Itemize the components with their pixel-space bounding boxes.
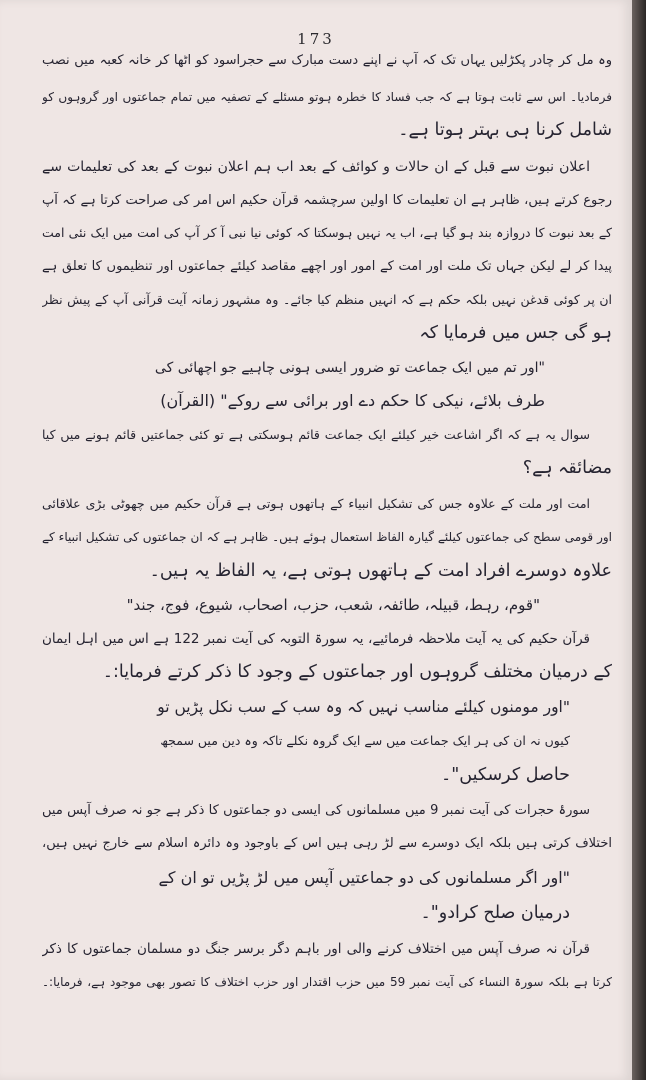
text-line: پیدا کر لے لیکن جہاں تک ملت اور امت کے امور اور اچھے مقاصد کیلئے جماعتوں اور تنظیموں کا تعلق ہے	[42, 259, 612, 274]
text-line: سورۂ حجرات کی آیت نمبر 9 میں مسلمانوں کی ایسی دو جماعتوں کا ذکر ہے جو نہ صرف آپس میں	[42, 803, 590, 818]
text-line: شامل کرنا ہی بہتر ہوتا ہے۔	[398, 120, 612, 140]
quote-line: حاصل کرسکیں"۔	[440, 765, 570, 785]
text-line: فرمادیا۔ اس سے ثابت ہوتا ہے کہ جب فساد کا خطرہ ہوتو مسئلے کے تصفیہ میں تمام جماعتوں اور گروہوں کو	[42, 90, 612, 104]
quote-line: "اور تم میں ایک جماعت تو ضرور ایسی ہونی چاہیے جو اچھائی کی	[154, 360, 545, 376]
text-line: رجوع کرتے ہیں، ظاہر ہے ان تعلیمات کا اولین سرچشمہ قرآن حکیم اس امر کی صراحت کرتا ہے کہ آپ	[42, 193, 612, 208]
text-line: وہ مل کر چادر پکڑلیں یہاں تک کہ آپ نے اپنے دست مبارک سے حجراسود کو اٹھا کر خانہ کعبہ میں نصب	[42, 53, 612, 68]
text-line: اور قومی سطح کی جماعتوں کیلئے گیارہ الفاظ استعمال ہوئے ہیں۔ ظاہر ہے کہ ان جماعتوں کی تشکیل انبیاء کے	[42, 530, 612, 544]
quote-line: "اور مومنوں کیلئے مناسب نہیں کہ وہ سب کے سب نکل پڑیں تو	[157, 698, 570, 716]
quote-line: "قوم، رہط، قبیلہ، طائفہ، شعب، حزب، اصحاب، شیوع، فوج، جند"	[126, 596, 540, 614]
text-line: علاوہ دوسرے افراد امت کے ہاتھوں ہوتی ہے، یہ الفاظ یہ ہیں۔	[149, 561, 612, 581]
text-line: اختلاف کرتی ہیں بلکہ ایک دوسرے سے لڑ رہی ہیں اس کے باوجود وہ دائرہ اسلام سے خارج نہیں ہیں،	[42, 836, 612, 851]
text-line: کے درمیان مختلف گروہوں اور جماعتوں کے وجود کا ذکر کرتے فرمایا:۔	[102, 662, 612, 682]
text-line: مضائقہ ہے؟	[522, 458, 612, 478]
text-line: ان پر کوئی قدغن نہیں بلکہ حکم ہے کہ انہیں منظم کیا جائے۔ وہ مشہور زمانہ آیت قرآنی آپ کے پیش نظر	[42, 292, 612, 307]
text-line: ہو گی جس میں فرمایا کہ	[419, 323, 612, 343]
quote-line: کیوں نہ ان کی ہر ایک جماعت میں سے ایک گروہ نکلے تاکہ وہ دین میں سمجھ	[160, 733, 570, 748]
quote-line: درمیان صلح کرادو"۔	[420, 903, 570, 923]
page-number: 173	[297, 30, 335, 48]
quote-line: "اور اگر مسلمانوں کی دو جماعتیں آپس میں لڑ پڑیں تو ان کے	[158, 868, 570, 887]
text-line: کے بعد نبوت کا دروازہ بند ہو گیا ہے، اب یہ نہیں ہوسکتا کہ کوئی نیا نبی آ کر آپ کی امت میں ایک نئی امت	[42, 225, 612, 240]
book-gutter-edge	[632, 0, 646, 1080]
text-line: سوال یہ ہے کہ اگر اشاعت خیر کیلئے ایک جماعت قائم ہوسکتی ہے تو کئی جماعتیں قائم ہونے میں کیا	[42, 427, 590, 442]
quote-line: طرف بلائے، نیکی کا حکم دے اور برائی سے روکے" (القرآن)	[160, 391, 545, 410]
text-line: کرتا ہے بلکہ سورۃ النساء کی آیت نمبر 59 میں حزب اقتدار اور حزب اختلاف کا تصور بھی موجود ہے، فرمایا:۔	[42, 975, 612, 989]
text-line: قرآن نہ صرف آپس میں اختلاف کرنے والی اور باہم دگر برسر جنگ دو مسلمان جماعتوں کا ذکر	[42, 941, 590, 957]
text-line: امت اور ملت کے علاوہ جس کی تشکیل انبیاء کے ہاتھوں ہوتی ہے قرآن حکیم میں چھوٹی بڑی علاقائی	[42, 496, 590, 511]
text-line: اعلان نبوت سے قبل کے ان حالات و کوائف کے بعد اب ہم اعلان نبوت کے بعد کی تعلیمات سے	[42, 159, 590, 175]
text-line: قرآن حکیم کی یہ آیت ملاحظہ فرمائیے، یہ سورۃ التوبہ کی آیت نمبر 122 ہے اس میں اہل ایمان	[42, 631, 590, 647]
